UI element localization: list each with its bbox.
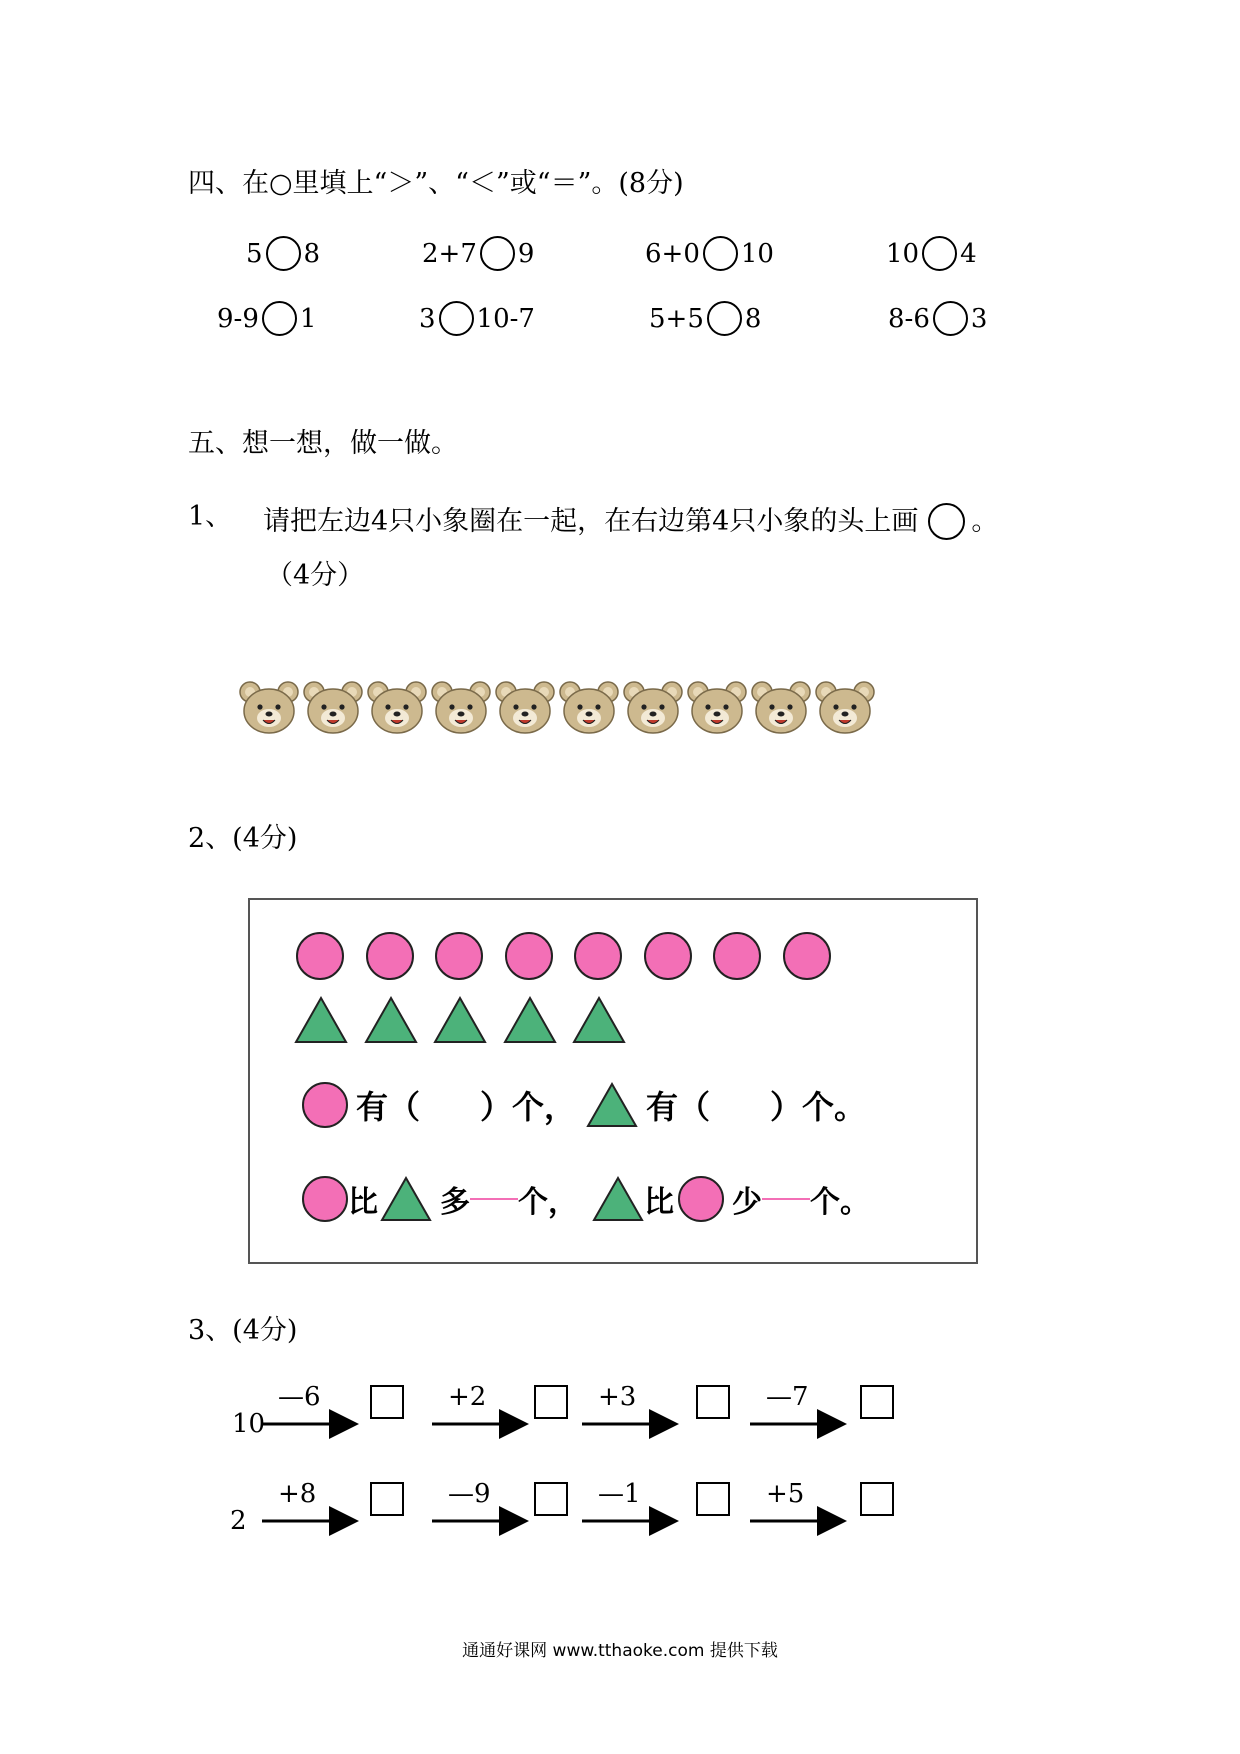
compare-item-3 <box>645 236 774 271</box>
bear-face-icon[interactable] <box>558 678 620 740</box>
pink-circle-icon <box>296 932 344 980</box>
answer-circle-blank[interactable] <box>262 301 297 336</box>
q2-text: 个， <box>518 1185 578 1220</box>
q2-text: 有（ <box>356 1088 421 1126</box>
q1-number: 1、 <box>188 501 233 532</box>
answer-circle-blank[interactable] <box>439 301 474 336</box>
compare-item-5 <box>217 301 316 336</box>
q2-line2 <box>302 1176 870 1222</box>
compare-left: 3 <box>419 303 436 334</box>
pink-circle-icon <box>505 932 553 980</box>
q3-label: 3、(4分) <box>188 1315 298 1346</box>
q3-row1-start: 10 <box>232 1409 266 1439</box>
answer-box[interactable] <box>534 1385 568 1419</box>
q2-text: 少 <box>732 1185 762 1220</box>
bear-face-icon[interactable] <box>622 678 684 740</box>
answer-circle-blank[interactable] <box>703 236 738 271</box>
section4-title: 四、在○里填上“＞”、“＜”或“＝”。(8分) <box>188 168 684 199</box>
pink-circle-icon <box>435 932 483 980</box>
q2-answer-blank[interactable] <box>470 1176 518 1200</box>
bear-face-icon[interactable] <box>430 678 492 740</box>
compare-item-4 <box>886 236 977 271</box>
compare-right: 3 <box>970 303 988 334</box>
pink-circle-icon <box>644 932 692 980</box>
q1-tail: 。 <box>971 506 999 537</box>
footer-credit: 通通好课网 www.tthaoke.com 提供下载 <box>462 1641 778 1661</box>
answer-circle-blank[interactable] <box>922 236 957 271</box>
compare-left: 5+5 <box>649 303 704 334</box>
compare-right: 8 <box>303 238 321 269</box>
compare-item-1 <box>246 236 320 271</box>
pink-circle-icon <box>678 1176 724 1222</box>
compare-left: 2+7 <box>422 238 477 269</box>
section5-title: 五、想一想，做一做。 <box>188 428 458 459</box>
q3-op: +8 <box>278 1479 317 1509</box>
compare-item-8 <box>888 301 987 336</box>
compare-right: 1 <box>299 303 317 334</box>
compare-item-6 <box>419 301 535 336</box>
answer-box[interactable] <box>696 1482 730 1516</box>
compare-right: 10-7 <box>476 303 535 334</box>
pink-circle-icon <box>713 932 761 980</box>
q2-answer-blank[interactable] <box>762 1176 810 1200</box>
green-triangle-icon <box>380 1176 432 1222</box>
answer-box[interactable] <box>860 1385 894 1419</box>
q2-box <box>248 898 978 1264</box>
q3-op: +2 <box>448 1382 487 1412</box>
green-triangle-icon <box>294 996 348 1044</box>
green-triangle-icon <box>592 1176 644 1222</box>
bear-face-icon[interactable] <box>302 678 364 740</box>
q1-text-line <box>263 503 998 540</box>
q2-text: 有（ <box>646 1088 711 1126</box>
pink-circle-icon <box>783 932 831 980</box>
green-triangle-icon <box>586 1082 638 1128</box>
compare-right: 10 <box>740 238 774 269</box>
q3-op: +3 <box>598 1382 637 1412</box>
green-triangle-icon <box>572 996 626 1044</box>
q3-row2-start: 2 <box>230 1506 247 1536</box>
compare-left: 9-9 <box>217 303 259 334</box>
green-triangle-icon <box>364 996 418 1044</box>
q3-op: +5 <box>766 1479 805 1509</box>
q3-op: —6 <box>278 1382 321 1412</box>
compare-right: 4 <box>960 238 977 269</box>
bear-face-icon[interactable] <box>494 678 556 740</box>
answer-box[interactable] <box>370 1385 404 1419</box>
pink-circle-icon <box>366 932 414 980</box>
answer-circle-blank[interactable] <box>933 301 968 336</box>
pink-circle-icon <box>302 1176 348 1222</box>
q2-text: ）个， <box>480 1088 577 1126</box>
q3-op: —1 <box>598 1479 641 1509</box>
bear-face-icon[interactable] <box>238 678 300 740</box>
compare-left: 6+0 <box>645 238 700 269</box>
compare-right: 8 <box>744 303 762 334</box>
compare-left: 8-6 <box>888 303 930 334</box>
q2-text: ）个。 <box>770 1088 867 1126</box>
bear-face-icon[interactable] <box>366 678 428 740</box>
answer-box[interactable] <box>860 1482 894 1516</box>
q3-op: —7 <box>766 1382 809 1412</box>
q2-text: 比 <box>644 1185 674 1220</box>
q2-text: 比 <box>348 1185 378 1220</box>
bear-face-icon[interactable] <box>750 678 812 740</box>
q3-op: —9 <box>448 1479 491 1509</box>
q2-line1 <box>302 1082 866 1128</box>
q2-text: 多 <box>440 1185 470 1220</box>
compare-left: 5 <box>246 238 263 269</box>
answer-circle-blank[interactable] <box>707 301 742 336</box>
answer-box[interactable] <box>370 1482 404 1516</box>
compare-left: 10 <box>886 238 920 269</box>
q2-text: 个。 <box>810 1185 870 1220</box>
green-triangle-icon <box>503 996 557 1044</box>
q1-score: （4分） <box>266 560 365 591</box>
green-triangle-icon <box>433 996 487 1044</box>
answer-box[interactable] <box>534 1482 568 1516</box>
circle-symbol-icon <box>928 503 965 540</box>
answer-circle-blank[interactable] <box>480 236 515 271</box>
q2-label: 2、(4分) <box>188 823 298 854</box>
bear-face-icon[interactable] <box>686 678 748 740</box>
q1-text: 请把左边4只小象圈在一起，在右边第4只小象的头上画 <box>263 506 919 537</box>
bear-face-icon[interactable] <box>814 678 876 740</box>
compare-right: 9 <box>517 238 535 269</box>
pink-circle-icon <box>574 932 622 980</box>
answer-box[interactable] <box>696 1385 730 1419</box>
answer-circle-blank[interactable] <box>266 236 301 271</box>
compare-item-2 <box>422 236 534 271</box>
pink-circle-icon <box>302 1082 348 1128</box>
compare-item-7 <box>649 301 761 336</box>
